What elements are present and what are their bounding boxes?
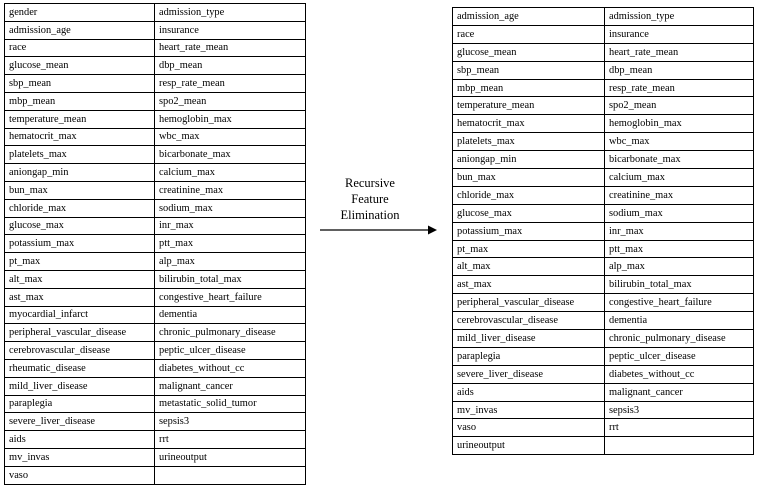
- table-row: [453, 401, 754, 419]
- table-cell: race: [5, 39, 155, 57]
- table-cell: [155, 466, 306, 484]
- table-cell: hematocrit_max: [453, 115, 605, 133]
- table-cell: temperature_mean: [5, 110, 155, 128]
- table-cell: urineoutput: [453, 437, 605, 455]
- table-cell: [605, 437, 754, 455]
- table-row: [453, 276, 754, 294]
- table-cell: wbc_max: [155, 128, 306, 146]
- table-cell: mv_invas: [5, 448, 155, 466]
- table-cell: urineoutput: [155, 448, 306, 466]
- table-cell: mbp_mean: [5, 92, 155, 110]
- table-row: [5, 306, 306, 324]
- table-cell: gender: [5, 4, 155, 22]
- table-cell: admission_type: [605, 8, 754, 26]
- table-cell: alp_max: [605, 258, 754, 276]
- table-cell: dementia: [605, 312, 754, 330]
- table-cell: mild_liver_disease: [453, 330, 605, 348]
- table-cell: chloride_max: [5, 199, 155, 217]
- arrow-label: [322, 175, 418, 223]
- table-cell: race: [453, 25, 605, 43]
- table-row: [5, 466, 306, 484]
- table-cell: sepsis3: [605, 401, 754, 419]
- table-cell: peripheral_vascular_disease: [453, 294, 605, 312]
- table-row: [453, 312, 754, 330]
- features-after-body: [453, 8, 754, 455]
- table-cell: glucose_mean: [5, 57, 155, 75]
- table-row: [453, 186, 754, 204]
- table-cell: creatinine_max: [155, 181, 306, 199]
- table-row: [5, 110, 306, 128]
- table-cell: platelets_max: [5, 146, 155, 164]
- table-cell: peptic_ulcer_disease: [155, 342, 306, 360]
- table-cell: rheumatic_disease: [5, 359, 155, 377]
- right-arrow-icon: [318, 223, 440, 237]
- table-row: [5, 39, 306, 57]
- table-cell: ast_max: [453, 276, 605, 294]
- table-row: [5, 217, 306, 235]
- table-row: [5, 359, 306, 377]
- table-cell: potassium_max: [5, 235, 155, 253]
- table-cell: admission_type: [155, 4, 306, 22]
- table-cell: congestive_heart_failure: [155, 288, 306, 306]
- table-cell: bicarbonate_max: [605, 151, 754, 169]
- table-cell: admission_age: [453, 8, 605, 26]
- table-row: [453, 61, 754, 79]
- table-cell: resp_rate_mean: [605, 79, 754, 97]
- table-cell: ast_max: [5, 288, 155, 306]
- table-row: [453, 347, 754, 365]
- table-cell: sepsis3: [155, 413, 306, 431]
- table-cell: severe_liver_disease: [5, 413, 155, 431]
- table-cell: mbp_mean: [453, 79, 605, 97]
- table-row: [5, 235, 306, 253]
- table-row: [5, 181, 306, 199]
- table-cell: aids: [5, 431, 155, 449]
- table-row: [5, 342, 306, 360]
- table-cell: admission_age: [5, 21, 155, 39]
- table-row: [5, 21, 306, 39]
- table-row: [5, 128, 306, 146]
- table-cell: sbp_mean: [5, 75, 155, 93]
- table-cell: sodium_max: [155, 199, 306, 217]
- table-row: [5, 288, 306, 306]
- table-row: [453, 258, 754, 276]
- table-row: [453, 437, 754, 455]
- table-cell: bicarbonate_max: [155, 146, 306, 164]
- arrow-label-line-3: Elimination: [340, 208, 400, 222]
- table-cell: dbp_mean: [605, 61, 754, 79]
- table-cell: diabetes_without_cc: [155, 359, 306, 377]
- table-cell: sodium_max: [605, 204, 754, 222]
- table-row: [453, 294, 754, 312]
- table-cell: aids: [453, 383, 605, 401]
- table-cell: calcium_max: [155, 164, 306, 182]
- table-cell: mild_liver_disease: [5, 377, 155, 395]
- table-cell: metastatic_solid_tumor: [155, 395, 306, 413]
- table-cell: bilirubin_total_max: [605, 276, 754, 294]
- table-row: [5, 413, 306, 431]
- table-cell: myocardial_infarct: [5, 306, 155, 324]
- table-row: [453, 365, 754, 383]
- table-cell: chloride_max: [453, 186, 605, 204]
- table-cell: insurance: [155, 21, 306, 39]
- table-cell: alt_max: [453, 258, 605, 276]
- table-cell: heart_rate_mean: [605, 43, 754, 61]
- table-row: [453, 383, 754, 401]
- features-after-table: [452, 7, 754, 455]
- table-cell: inr_max: [155, 217, 306, 235]
- table-row: [453, 25, 754, 43]
- table-cell: ptt_max: [155, 235, 306, 253]
- table-cell: glucose_mean: [453, 43, 605, 61]
- table-row: [5, 270, 306, 288]
- table-cell: peripheral_vascular_disease: [5, 324, 155, 342]
- table-cell: congestive_heart_failure: [605, 294, 754, 312]
- table-row: [5, 199, 306, 217]
- table-cell: bilirubin_total_max: [155, 270, 306, 288]
- table-cell: sbp_mean: [453, 61, 605, 79]
- table-row: [453, 169, 754, 187]
- table-cell: bun_max: [453, 169, 605, 187]
- table-cell: glucose_max: [5, 217, 155, 235]
- table-cell: rrt: [605, 419, 754, 437]
- table-cell: hematocrit_max: [5, 128, 155, 146]
- table-cell: paraplegia: [453, 347, 605, 365]
- table-cell: wbc_max: [605, 133, 754, 151]
- table-row: [453, 222, 754, 240]
- table-row: [453, 79, 754, 97]
- table-row: [5, 324, 306, 342]
- table-cell: hemoglobin_max: [605, 115, 754, 133]
- table-row: [5, 57, 306, 75]
- table-cell: heart_rate_mean: [155, 39, 306, 57]
- arrow-label-line-1: Recursive: [345, 176, 395, 190]
- table-row: [453, 330, 754, 348]
- table-cell: vaso: [453, 419, 605, 437]
- table-cell: ptt_max: [605, 240, 754, 258]
- table-cell: aniongap_min: [453, 151, 605, 169]
- table-row: [5, 448, 306, 466]
- table-cell: alt_max: [5, 270, 155, 288]
- table-row: [5, 164, 306, 182]
- table-cell: pt_max: [5, 253, 155, 271]
- table-cell: peptic_ulcer_disease: [605, 347, 754, 365]
- table-row: [453, 115, 754, 133]
- table-row: [453, 43, 754, 61]
- table-row: [5, 146, 306, 164]
- table-row: [453, 97, 754, 115]
- table-row: [5, 75, 306, 93]
- table-row: [5, 253, 306, 271]
- table-cell: hemoglobin_max: [155, 110, 306, 128]
- table-cell: paraplegia: [5, 395, 155, 413]
- table-row: [453, 133, 754, 151]
- table-row: [5, 377, 306, 395]
- table-cell: severe_liver_disease: [453, 365, 605, 383]
- features-before-body: [5, 4, 306, 485]
- table-cell: potassium_max: [453, 222, 605, 240]
- table-cell: vaso: [5, 466, 155, 484]
- table-cell: dbp_mean: [155, 57, 306, 75]
- table-cell: resp_rate_mean: [155, 75, 306, 93]
- table-cell: aniongap_min: [5, 164, 155, 182]
- table-row: [5, 395, 306, 413]
- table-cell: spo2_mean: [605, 97, 754, 115]
- table-cell: insurance: [605, 25, 754, 43]
- table-cell: bun_max: [5, 181, 155, 199]
- table-cell: malignant_cancer: [155, 377, 306, 395]
- features-before-table: [4, 3, 306, 485]
- table-row: [5, 4, 306, 22]
- table-cell: mv_invas: [453, 401, 605, 419]
- table-cell: creatinine_max: [605, 186, 754, 204]
- table-row: [453, 8, 754, 26]
- table-row: [5, 92, 306, 110]
- table-row: [453, 240, 754, 258]
- table-row: [453, 419, 754, 437]
- table-cell: dementia: [155, 306, 306, 324]
- table-cell: diabetes_without_cc: [605, 365, 754, 383]
- table-cell: glucose_max: [453, 204, 605, 222]
- table-cell: platelets_max: [453, 133, 605, 151]
- table-cell: malignant_cancer: [605, 383, 754, 401]
- table-cell: alp_max: [155, 253, 306, 271]
- table-cell: rrt: [155, 431, 306, 449]
- table-cell: spo2_mean: [155, 92, 306, 110]
- table-cell: calcium_max: [605, 169, 754, 187]
- table-cell: inr_max: [605, 222, 754, 240]
- table-row: [453, 204, 754, 222]
- table-row: [453, 151, 754, 169]
- table-cell: chronic_pulmonary_disease: [155, 324, 306, 342]
- table-cell: cerebrovascular_disease: [453, 312, 605, 330]
- table-row: [5, 431, 306, 449]
- table-cell: chronic_pulmonary_disease: [605, 330, 754, 348]
- table-cell: cerebrovascular_disease: [5, 342, 155, 360]
- arrow-label-line-2: Feature: [351, 192, 389, 206]
- table-cell: pt_max: [453, 240, 605, 258]
- table-cell: temperature_mean: [453, 97, 605, 115]
